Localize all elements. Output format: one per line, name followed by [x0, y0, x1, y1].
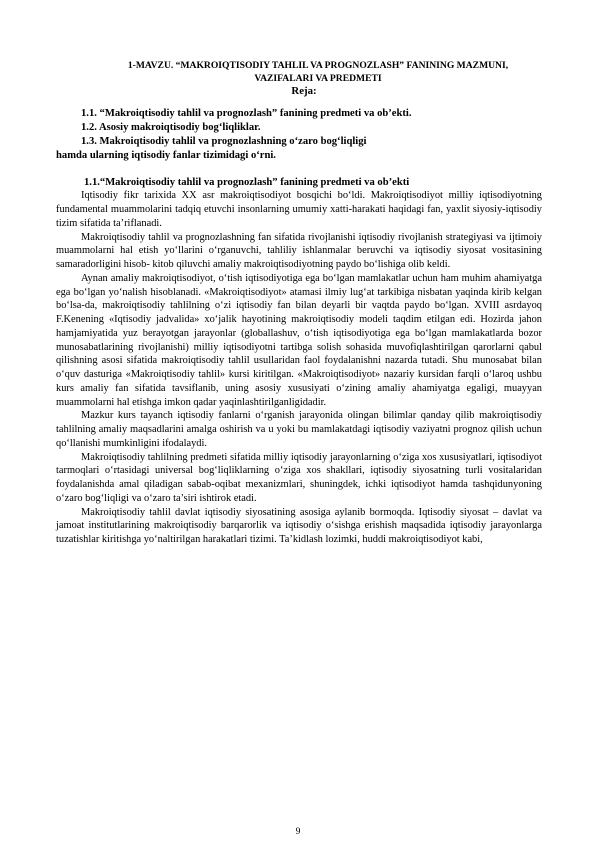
section-heading: 1.1.“Makroiqtisodiy tahlil va prognozlash” fanining predmeti va ob’ekti	[84, 176, 410, 188]
body-paragraph: Makroiqtisodiy tahlilning predmeti sifatida milliy iqtisodiy jarayonlarning o‘ziga xos xususiyatlari, iqtisodiyot tarmoqlari o‘rtasidagi universal bog‘liqliklarning o‘ziga xos shakllari, iqtisodiy siyosatning turli vositalaridan foydalanishda amal qiladigan sabab-oqibat mexanizmlari, shuningdek, ichki iqtisodiyot hamda tashqidunyoning o‘zaro bog‘liqligi va o‘zaro ta’siri ishtirok etadi.	[56, 451, 542, 504]
plan-item: 1.1. “Makroiqtisodiy tahlil va prognozlash” fanining predmeti va ob’ekti.	[81, 107, 412, 119]
body-paragraph: Makroiqtisodiy tahlil davlat iqtisodiy siyosatining asosiga aylanib bormoqda. Iqtisodiy siyosat – davlat va jamoat institutlarining makroiqtisodiy barqarorlik va iqtisodiy o‘sishga erishish maqsadida iqtisodiy jarayonlarga tuzatishlar kiritishga yo‘naltirilgan harakatlari tizimi. Ta’kidlash lozimki, huddi makroiqtisodiyot kabi,	[56, 506, 542, 546]
body-paragraph: Iqtisodiy fikr tarixida XX asr makroiqtisodiyot bosqichi bo‘ldi. Makroiqtisodiyot milliy iqtisodiyotning fundamental muammolarini tadqiq etuvchi insonlarning umumiy xatti-harakati haqidagi fan, yaxlit siyosiy-iqtisodiy tizim sifatida ta’riflanadi.	[56, 190, 542, 229]
document-title: 1-MAVZU. “MAKROIQTISODIY TAHLIL VA PROGNOZLASH” FANINING MAZMUNI, VAZIFALARI VA PREDMETI	[127, 60, 509, 84]
plan-list	[56, 107, 542, 164]
page-number: 9	[295, 826, 301, 837]
plan-item: 1.2. Asosiy makroiqtisodiy bog‘liqliklar.	[81, 121, 261, 133]
body-paragraph: Makroiqtisodiy tahlil va prognozlashning fan sifatida rivojlanishi iqtisodiy rivojlanish strategiyasi va ijtimoiy muammolarni hal etish yo‘llarini o‘rganuvchi, tahliliy ishlanmalar beruvchi va iqtisodiy siyosat vositasining samaradorligini hisob- kitob qiluvchi amaliy makroiqtisodiyotning paydo bo‘lishiga olib keldi.	[56, 231, 542, 271]
plan-label: Reja:	[291, 85, 317, 97]
plan-item-continuation: hamda ularning iqtisodiy fanlar tizimidagi o‘rni.	[56, 150, 276, 162]
document-page	[56, 60, 542, 547]
body-paragraph: Mazkur kurs tayanch iqtisodiy fanlarni o‘rganish jarayonida olingan bilimlar qanday qilib makroiqtisodiy tahlilning amaliy maqsadlarini amalga oshirish va u yoki bu mamlakatdagi iqtisodiy vaziyatni prognoz qilish uchun qo‘llanishi mumkinligini ifodalaydi.	[56, 410, 542, 449]
plan-item: 1.3. Makroiqtisodiy tahlil va prognozlashning o‘zaro bog‘liqligi	[81, 136, 367, 148]
body-paragraph: Aynan amaliy makroiqtisodiyot, o‘tish iqtisodiyotiga ega bo‘lgan mamlakatlar uchun ham muhim ahamiyatga ega bo‘lgan yo‘nalish hisoblanadi. «Makroiqtisodiyot» atamasi ilmiy lug‘at tarkibiga nisbatan yaqinda kirib kelgan bo‘lsa-da, makroiqtisodiy tahlilning o‘zi iqtisodiy fan bilan deyarli bir vaqtda paydo bo‘lgan. XVIII asrdayoq F.Kenening «Iqtisodiy jadvalida» xo‘jalik hayotining makroiqtisodiy modeli taqdim etilgan edi. Hozirda jahon hamjamiyatida yuz berayotgan jarayonlar (globallashuv, o‘tish iqtisodiyotiga ega bo‘lgan mamlakatlarda bozor munosabatlarining rivojlanishi) milliy iqtisodiyotni tartibga solish sohasida muvofiqlashtirilgan qarorlarni qabul qilishning asosi sifatida makroiqtisodiy tahlil usullaridan faol foydalanishni nazarda tutadi. Shu munosabat bilan o‘quv dasturiga «Makroiqtisodiy tahlil» kursi kiritilgan. «Makroiqtisodiyot» nazariy kursidan farqli o‘laroq ushbu kurs amaliy fan sifatida tavsiflanib, uning asosiy xususiyati o‘zining amaliy ahamiyatga egaligi, muayyan muammolarni hal etishga imkon qadar yaqinlashtirilganligidadir.	[56, 272, 542, 408]
